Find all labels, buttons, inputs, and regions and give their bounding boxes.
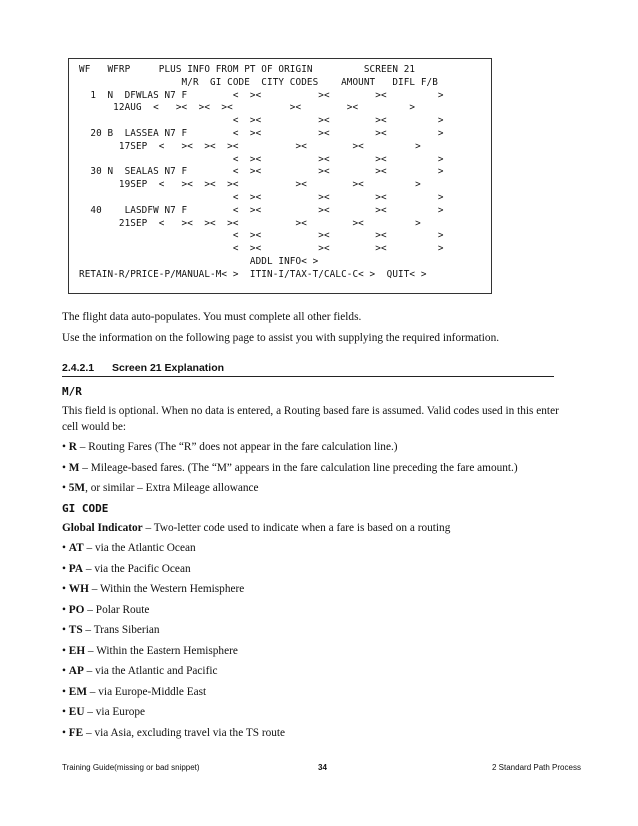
- gi-lead-rest: – Two-letter code used to indicate when a fare is based on a routing: [142, 522, 451, 534]
- gi-bullet-at: [62, 541, 196, 555]
- bullet-description: – via the Atlantic Ocean: [83, 542, 196, 554]
- bullet-code: 5M: [68, 482, 86, 494]
- bullet-dot: •: [62, 583, 69, 595]
- bullet-dot: •: [62, 706, 69, 718]
- bullet-dot: •: [62, 603, 69, 616]
- bullet-dot: •: [62, 665, 69, 677]
- bullet-dot: •: [62, 542, 69, 554]
- gi-bullet-eh: [62, 644, 238, 658]
- intro-paragraph-2: Use the information on the following page to assist you with supplying the required information.: [62, 332, 500, 344]
- bullet-description: – via the Atlantic and Pacific: [83, 665, 218, 677]
- page-number: 34: [318, 763, 327, 772]
- bullet-dot: •: [62, 441, 69, 453]
- bullet-description: – Trans Siberian: [82, 624, 160, 636]
- bullet-description: – Polar Route: [84, 603, 150, 616]
- gi-code-heading: GI CODE: [62, 502, 109, 515]
- bullet-dot: •: [62, 461, 69, 474]
- bullet-code: TS: [68, 624, 83, 636]
- gi-lead: [62, 520, 567, 536]
- bullet-description: – Routing Fares (The “R” does not appear in the fare calculation line.): [76, 441, 398, 453]
- bullet-dot: •: [62, 624, 69, 636]
- mr-heading: M/R: [62, 385, 82, 398]
- bullet-code: WH: [68, 583, 89, 595]
- bullet-description: , or similar – Extra Mileage allowance: [85, 482, 259, 494]
- bullet-dot: •: [62, 482, 69, 494]
- bullet-code: EH: [68, 644, 86, 657]
- bullet-code: PO: [68, 603, 85, 616]
- bullet-description: – via Europe: [84, 706, 146, 718]
- section-number: 2.4.2.1: [62, 362, 95, 374]
- bullet-dot: •: [62, 685, 69, 698]
- mr-bullet-5m: [62, 481, 259, 495]
- gi-bullet-fe: [62, 726, 285, 740]
- bullet-dot: •: [62, 562, 69, 575]
- footer-right: 2 Standard Path Process: [492, 763, 581, 772]
- bullet-code: AT: [68, 542, 84, 554]
- bullet-description: – via the Pacific Ocean: [83, 562, 191, 575]
- mr-bullet-r: [62, 440, 398, 454]
- section-title: Screen 21 Explanation: [112, 362, 225, 374]
- gi-bullet-ap: [62, 664, 217, 678]
- gi-bullet-pa: [62, 562, 191, 576]
- intro-paragraph-1: The flight data auto-populates. You must complete all other fields.: [62, 311, 362, 323]
- gi-lead-bold: Global Indicator: [62, 522, 143, 534]
- bullet-description: – via Asia, excluding travel via the TS route: [83, 726, 286, 739]
- mr-bullet-m: [62, 461, 518, 475]
- bullet-code: FE: [68, 726, 84, 739]
- footer-left: Training Guide(missing or bad snippet): [62, 763, 200, 772]
- bullet-code: PA: [68, 562, 84, 575]
- terminal-screen-21: [68, 58, 492, 294]
- bullet-description: – via Europe-Middle East: [86, 685, 207, 698]
- gi-bullet-em: [62, 685, 206, 699]
- terminal-text: WF WFRP PLUS INFO FROM PT OF ORIGIN SCREEN 21 M/R GI CODE CITY CODES AMOUNT DIFL F/B 1 N DFWLAS N7 F < >< >< >< > 12AUG < >< >< >< >< >< > < >< >< >< > 20 B LASSEA N7 F < >< >< >< > 17SEP < >< >< >< >< >< > < >< >< >< > 30 N SEALAS N7 F < >< >< >< > 19SEP < >< >< >< >< >< > < >< >< >< > 40 LASDFW N7 F < >< >< >< > 21SEP < >< >< >< >< >< > < >< >< >< > < >< >< >< > ADDL INFO< > RETAIN-R/PRICE-P/MANUAL-M< > ITIN-I/TAX-T/CALC-C< > QUIT< >: [79, 64, 444, 280]
- bullet-code: AP: [68, 665, 84, 677]
- gi-bullet-ts: [62, 623, 160, 637]
- bullet-dot: •: [62, 644, 69, 657]
- bullet-dot: •: [62, 726, 69, 739]
- bullet-description: – Within the Western Hemisphere: [88, 583, 245, 595]
- mr-description: This field is optional. When no data is entered, a Routing based fare is assumed. Valid codes used in this enter cell would be:: [62, 405, 559, 433]
- bullet-code: EU: [68, 706, 85, 718]
- bullet-code: R: [68, 441, 77, 453]
- gi-bullet-po: [62, 603, 149, 617]
- bullet-description: – Mileage-based fares. (The “M” appears in the fare calculation line preceding the fare amount.): [79, 461, 518, 474]
- bullet-code: M: [68, 461, 80, 474]
- bullet-description: – Within the Eastern Hemisphere: [85, 644, 238, 657]
- bullet-code: EM: [68, 685, 87, 698]
- section-heading: [62, 362, 554, 377]
- gi-bullet-eu: [62, 705, 145, 719]
- gi-bullet-wh: [62, 582, 244, 596]
